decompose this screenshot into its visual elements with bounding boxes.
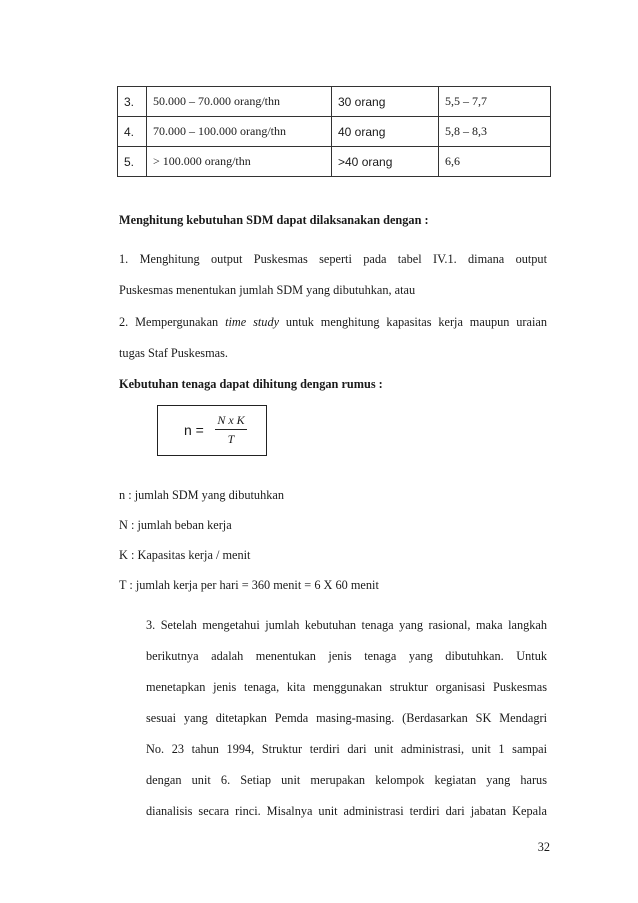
definition-T: T : jumlah kerja per hari = 360 menit = 6 X 60 menit xyxy=(119,578,379,592)
point-3-line-5: No. 23 tahun 1994, Struktur terdiri dari unit administrasi, unit 1 sampai xyxy=(146,742,547,756)
fraction-bar xyxy=(215,429,247,430)
point-3-line-7: dianalisis secara rinci. Misalnya unit administrasi terdiri dari jabatan Kepala xyxy=(146,804,547,818)
formula-box xyxy=(157,405,267,456)
formula-fraction xyxy=(215,412,247,447)
heading-calculate-sdm: Menghitung kebutuhan SDM dapat dilaksanakan dengan : xyxy=(119,213,429,227)
employee-count-cell: 30 orang xyxy=(332,87,439,117)
ratio-cell: 5,8 – 8,3 xyxy=(439,117,551,147)
row-number: 3. xyxy=(118,87,147,117)
population-cell: 70.000 – 100.000 orang/thn xyxy=(147,117,332,147)
ratio-cell: 5,5 – 7,7 xyxy=(439,87,551,117)
point-1-line-1: 1. Menghitung output Puskesmas seperti pada tabel IV.1. dimana output xyxy=(119,252,547,266)
table-row xyxy=(118,147,551,177)
point-2-suffix: untuk menghitung kapasitas kerja maupun uraian xyxy=(279,315,548,329)
point-3-line-6: dengan unit 6. Setiap unit merupakan kelompok kegiatan yang harus xyxy=(146,773,547,787)
staffing-table xyxy=(117,86,551,177)
population-cell: > 100.000 orang/thn xyxy=(147,147,332,177)
page-number: 32 xyxy=(537,840,550,854)
formula-numerator: N x K xyxy=(217,413,245,427)
employee-count-cell: 40 orang xyxy=(332,117,439,147)
point-1-line-2: Puskesmas menentukan jumlah SDM yang dibutuhkan, atau xyxy=(119,283,416,297)
formula-lhs: n = xyxy=(184,422,204,438)
point-3-line-3: menetapkan jenis tenaga, kita menggunakan struktur organisasi Puskesmas xyxy=(146,680,547,694)
heading-formula: Kebutuhan tenaga dapat dihitung dengan rumus : xyxy=(119,377,383,391)
point-2-prefix: 2. Mempergunakan xyxy=(119,315,226,329)
table-row xyxy=(118,117,551,147)
definition-N: N : jumlah beban kerja xyxy=(119,518,232,532)
point-3-line-4: sesuai yang ditetapkan Pemda masing-masing. (Berdasarkan SK Mendagri xyxy=(146,711,547,725)
ratio-cell: 6,6 xyxy=(439,147,551,177)
population-cell: 50.000 – 70.000 orang/thn xyxy=(147,87,332,117)
definition-K: K : Kapasitas kerja / menit xyxy=(119,548,251,562)
point-3-line-2: berikutnya adalah menentukan jenis tenaga yang dibutuhkan. Untuk xyxy=(146,649,547,663)
point-3-line-1: 3. Setelah mengetahui jumlah kebutuhan tenaga yang rasional, maka langkah xyxy=(146,618,547,632)
employee-count-cell: >40 orang xyxy=(332,147,439,177)
table-row xyxy=(118,87,551,117)
formula-denominator: T xyxy=(227,432,235,446)
row-number: 4. xyxy=(118,117,147,147)
definition-n: n : jumlah SDM yang dibutuhkan xyxy=(119,488,284,502)
point-2-line-1 xyxy=(119,315,547,330)
time-study-term: time study xyxy=(225,315,280,329)
point-2-line-2: tugas Staf Puskesmas. xyxy=(119,346,228,360)
row-number: 5. xyxy=(118,147,147,177)
